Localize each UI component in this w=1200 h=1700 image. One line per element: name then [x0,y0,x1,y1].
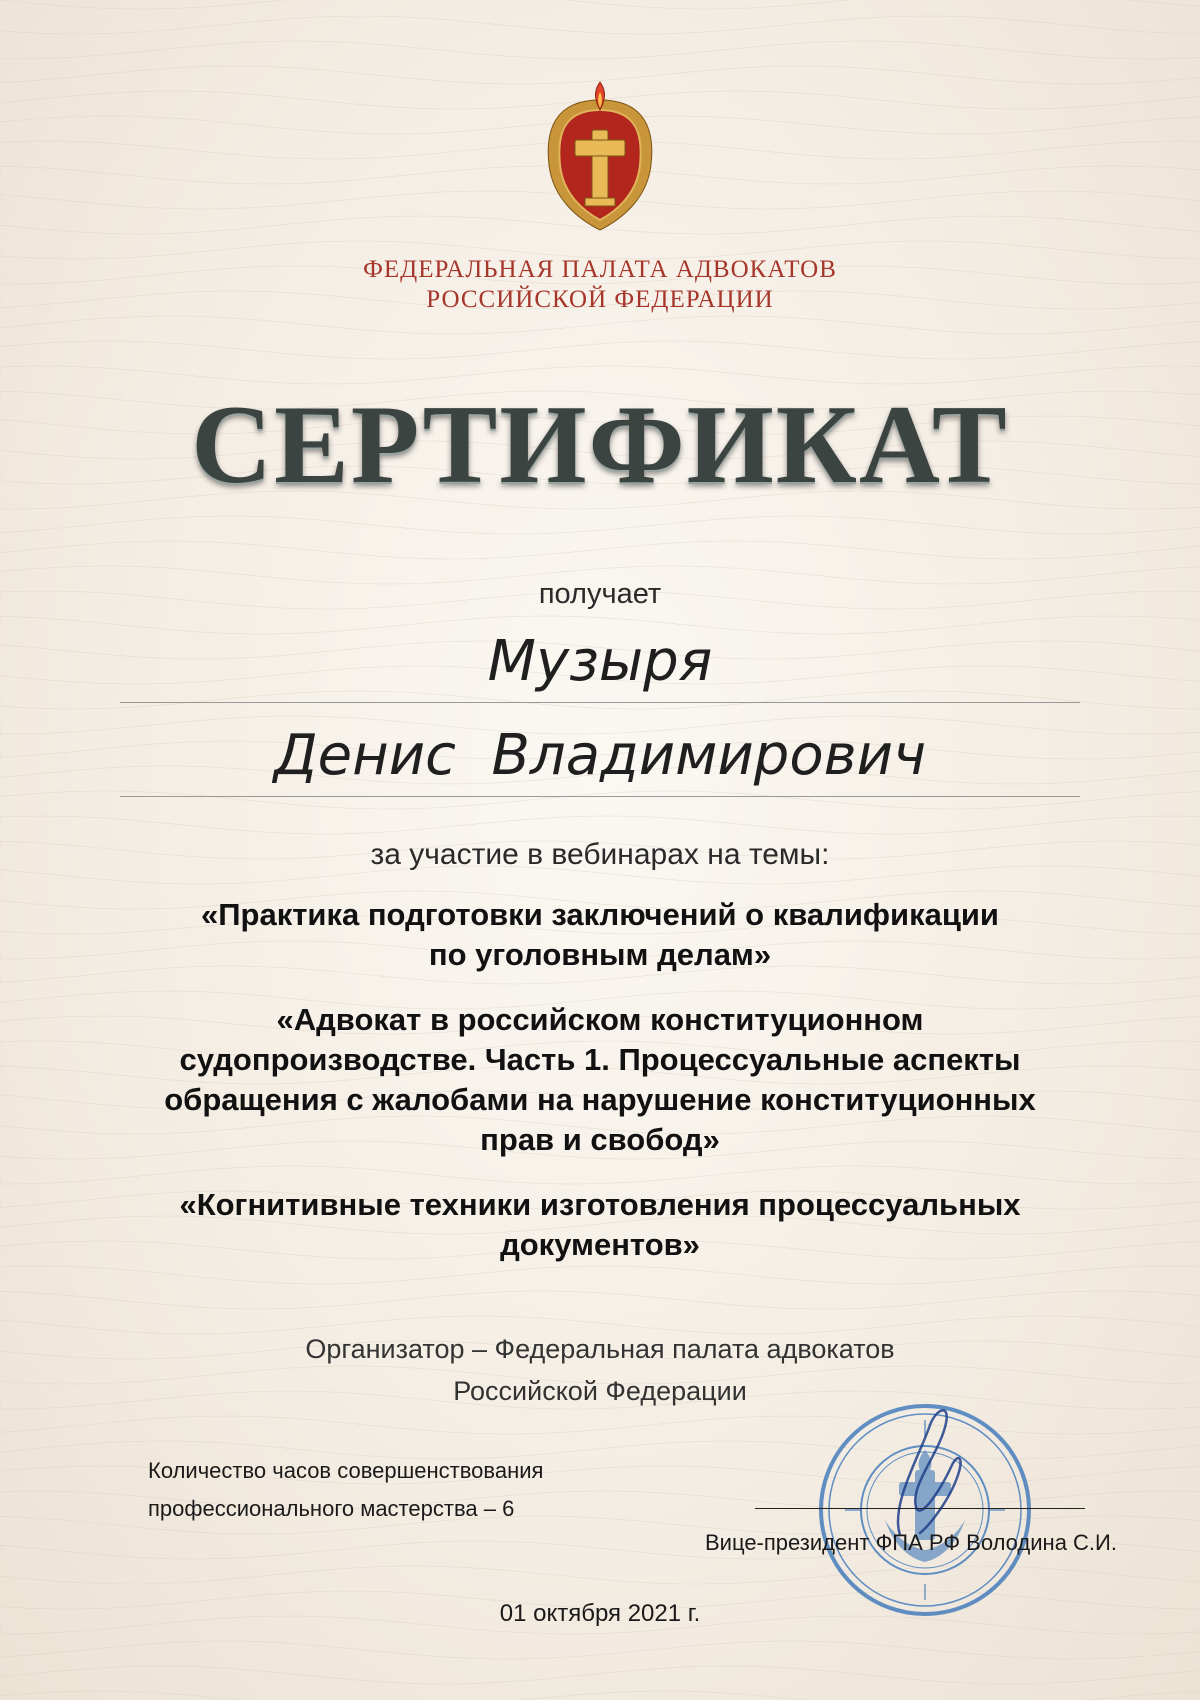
guilloche-wave [0,1641,1200,1659]
recipient-given-names: Денис Владимирович [120,720,1080,797]
webinar-topic-1 [80,895,1120,975]
topic-2-line-4: прав и свобод» [480,1122,720,1157]
guilloche-wave [0,516,1200,534]
guilloche-wave [0,1291,1200,1309]
organization-line-2: РОССИЙСКОЙ ФЕДЕРАЦИИ [426,286,774,313]
organization-line-1: ФЕДЕРАЛЬНАЯ ПАЛАТА АДВОКАТОВ [363,256,837,283]
training-hours-text [148,1452,708,1528]
hours-line-2: профессионального мастерства – 6 [148,1496,515,1521]
hours-line-1: Количество часов совершенствования [148,1458,544,1483]
participation-label: за участие в вебинарах на темы: [370,838,830,871]
topic-2-line-1: «Адвокат в российском конституционном [276,1002,924,1037]
guilloche-wave [0,1666,1200,1684]
topic-3-line-2: документов» [500,1227,700,1262]
topic-2-line-2: судопроизводстве. Часть 1. Процессуальные аспекты [179,1042,1021,1077]
guilloche-wave [0,316,1200,334]
signature-line [755,1508,1085,1509]
certificate-title: СЕРТИФИКАТ [191,383,1009,507]
guilloche-wave [0,16,1200,34]
guilloche-wave [0,0,1200,9]
guilloche-wave [0,1166,1200,1184]
guilloche-wave [0,366,1200,384]
organizer-line-2: Российской Федерации [453,1376,747,1406]
signatory-title: Вице-президент ФПА РФ Володина С.И. [705,1530,1117,1555]
webinar-topic-2 [80,1000,1120,1160]
topic-1-line-2: по уголовным делам» [428,937,772,972]
receives-label: получает [538,578,662,610]
guilloche-wave [0,341,1200,359]
organizer-line-1: Организатор – Федеральная палата адвокатов [305,1334,895,1364]
guilloche-wave [0,541,1200,559]
topic-1-line-1: «Практика подготовки заключений о квалификации [201,897,999,932]
bar-association-emblem-icon [535,70,665,240]
webinar-topic-3 [80,1185,1120,1265]
topic-2-line-3: обращения с жалобами на нарушение конституционных [164,1082,1036,1117]
guilloche-wave [0,41,1200,59]
handwritten-signature-icon [860,1395,980,1545]
guilloche-wave [0,816,1200,834]
topic-3-line-1: «Когнитивные техники изготовления процессуальных [179,1187,1021,1222]
guilloche-wave [0,1266,1200,1284]
organization-header [0,255,1200,315]
guilloche-wave [0,1691,1200,1700]
issue-date: 01 октября 2021 г. [499,1600,701,1627]
recipient-surname: Музыря [120,626,1080,703]
